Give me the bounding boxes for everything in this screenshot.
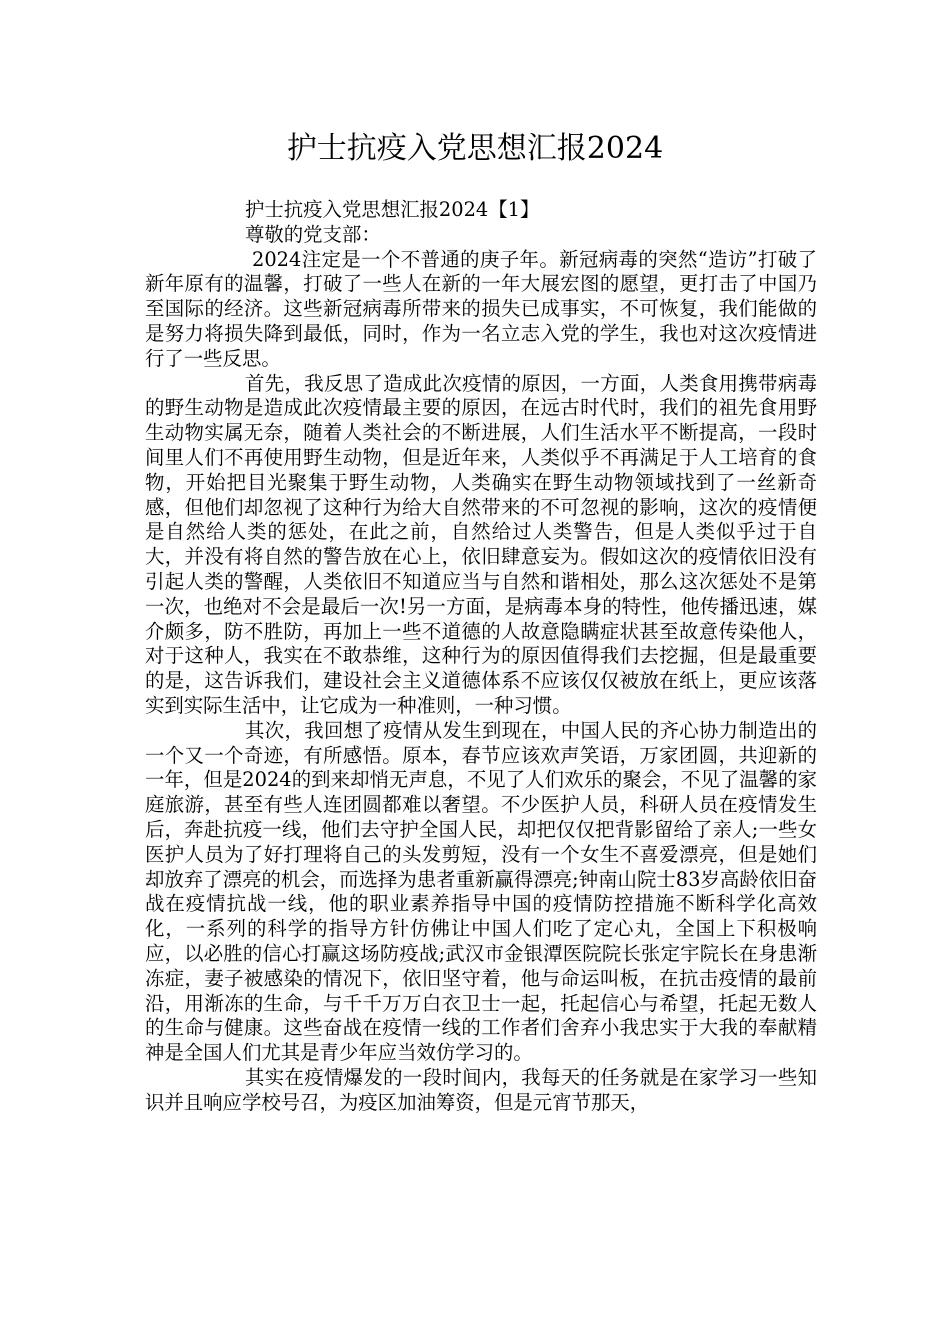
document-body xyxy=(145,198,817,1115)
paragraph: 其实在疫情爆发的一段时间内，我每天的任务就是在家学习一些知识并且响应学校号召，为疫区加油筹资，但是元宵节那天， xyxy=(145,1065,817,1114)
paragraph: 2024注定是一个不普通的庚子年。新冠病毒的突然“造访”打破了新年原有的温馨，打破了一些人在新的一年大展宏图的愿望，更打击了中国乃至国际的经济。这些新冠病毒所带来的损失已成事实，不可恢复，我们能做的是努力将损失降到最低，同时，作为一名立志入党的学生，我也对这次疫情进行了一些反思。 xyxy=(145,247,817,370)
document-title: 护士抗疫入党思想汇报2024 xyxy=(286,131,664,166)
document-subtitle: 护士抗疫入党思想汇报2024【1】 xyxy=(245,198,540,221)
paragraph: 其次，我回想了疫情从发生到现在，中国人民的齐心协力制造出的一个又一个奇迹，有所感悟。原本，春节应该欢声笑语，万家团圆，共迎新的一年，但是2024的到来却悄无声息，不见了人们欢乐的聚会，不见了温馨的家庭旅游，甚至有些人连团圆都难以奢望。不少医护人员，科研人员在疫情发生后，奔赴抗疫一线，他们去守护全国人民，却把仅仅把背影留给了亲人;一些女医护人员为了好打理将自己的头发剪短，没有一个女生不喜爱漂亮，但是她们却放弃了漂亮的机会，而选择为患者重新赢得漂亮;钟南山院士83岁高龄依旧奋战在疫情抗战一线，他的职业素养指导中国的疫情防控措施不断科学化高效化，一系列的科学的指导方针仿佛让中国人们吃了定心丸，全国上下积极响应，以必胜的信心打赢这场防疫战;武汉市金银潭医院院长张定宇院长在身患渐冻症，妻子被感染的情况下，依旧坚守着，他与命运叫板，在抗击疫情的最前沿，用渐冻的生命，与千千万万白衣卫士一起，托起信心与希望，托起无数人的生命与健康。这些奋战在疫情一线的工作者们舍弃小我忠实于大我的奉献精神是全国人们尤其是青少年应当效仿学习的。 xyxy=(145,718,817,1065)
paragraph: 首先，我反思了造成此次疫情的原因，一方面，人类食用携带病毒的野生动物是造成此次疫情最主要的原因，在远古时代时，我们的祖先食用野生动物实属无奈，随着人类社会的不断进展，人们生活水平不断提高，一段时间里人们不再使用野生动物，但是近年来，人类似乎不再满足于人工培育的食物，开始把目光聚集于野生动物，人类确实在野生动物领域找到了一丝新奇感，但他们却忽视了这种行为给大自然带来的不可忽视的影响，这次的疫情便是自然给人类的惩处，在此之前，自然给过人类警告，但是人类似乎过于自大，并没有将自然的警告放在心上，依旧肆意妄为。假如这次的疫情依旧没有引起人类的警醒，人类依旧不知道应当与自然和谐相处，那么这次惩处不是第一次，也绝对不会是最后一次!另一方面，是病毒本身的特性，他传播迅速，媒介颇多，防不胜防，再加上一些不道德的人故意隐瞒症状甚至故意传染他人，对于这种人，我实在不敢恭维，这种行为的原因值得我们去挖掘，但是最重要的是，这告诉我们，建设社会主义道德体系不应该仅仅被放在纸上，更应该落实到实际生活中，让它成为一种准则，一种习惯。 xyxy=(145,371,817,717)
salutation: 尊敬的党支部： xyxy=(245,222,381,246)
